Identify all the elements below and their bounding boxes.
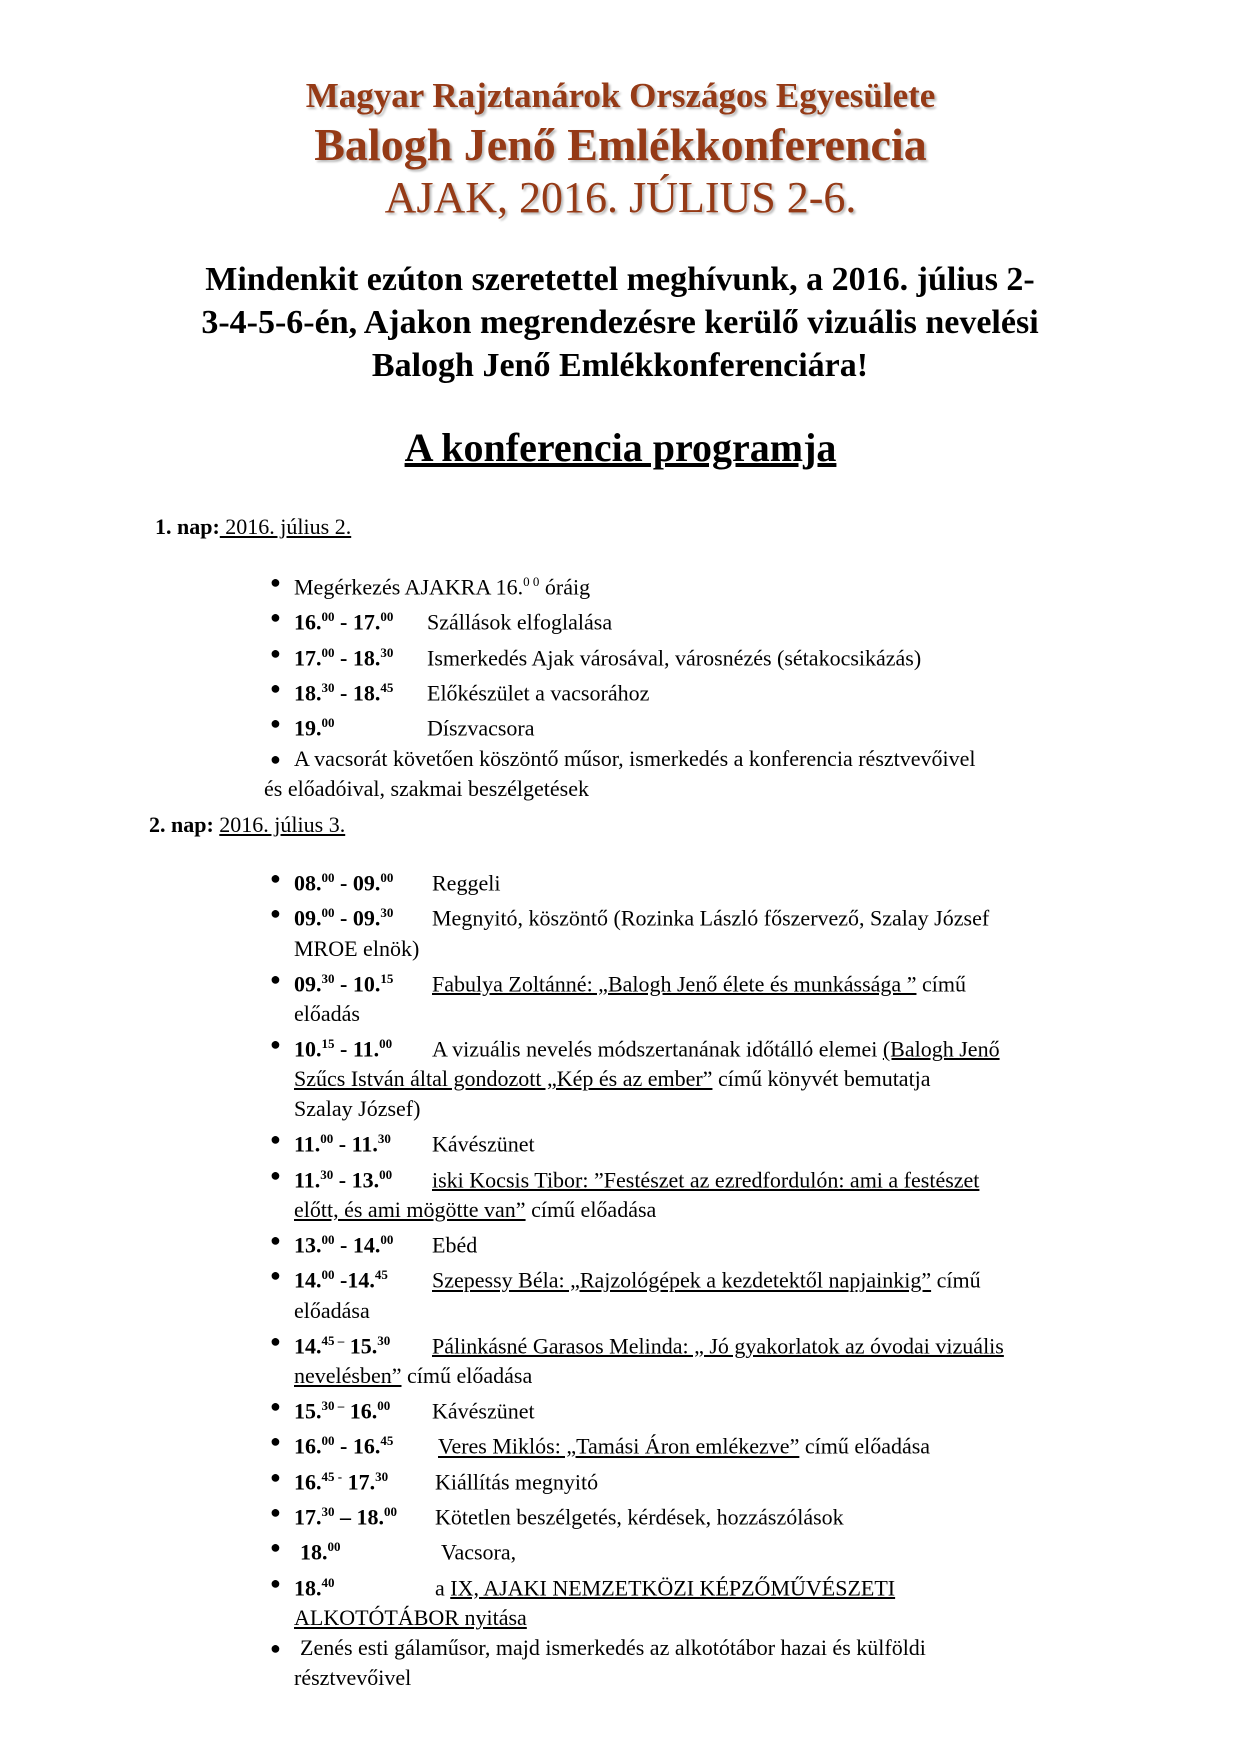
- day1-schedule-list: [264, 567, 1130, 804]
- item-text-continuation: [294, 1361, 1130, 1391]
- time-range: 17.00 - 18.30: [294, 644, 394, 670]
- time-range: 16.00 - 17.00: [294, 609, 394, 635]
- bullet-icon: ●: [270, 1164, 281, 1185]
- item-text-continuation: előadása: [294, 1297, 370, 1323]
- item-text: A vizuális nevelés módszertanának időtálló elemei: [432, 1036, 883, 1062]
- item-text: című: [931, 1267, 981, 1293]
- time-range: 18.30 - 18.45: [294, 679, 394, 706]
- event-title: IX, AJAKI NEMZETKÖZI KÉPZŐMŰVÉSZETI: [450, 1574, 896, 1600]
- bullet-icon: ●: [270, 1330, 281, 1351]
- list-item: [270, 1260, 1130, 1325]
- time-range: 13.00 - 14.00: [294, 1231, 394, 1258]
- time-range: 14.$^{45 -}$ 15.30: [294, 1332, 391, 1358]
- time-range: 16.00 - 16.45: [294, 1433, 394, 1459]
- place-date: AJAK, 2016. JÚLIUS 2-6.: [384, 173, 857, 222]
- list-item: [270, 1462, 1130, 1497]
- item-text-continuation: MROE elnök): [294, 935, 420, 961]
- bullet-icon: ●: [270, 903, 281, 924]
- time-range: 08.00 - 09.00: [294, 870, 394, 896]
- time-range: 09.30 - 10.15: [294, 970, 394, 996]
- day1-label: 1. nap:: [155, 514, 220, 539]
- bullet-icon: ●: [270, 713, 281, 734]
- list-item: [270, 1160, 1130, 1225]
- bullet-icon: ●: [270, 677, 281, 698]
- list-item: [270, 1124, 1130, 1159]
- list-item: [270, 638, 1130, 673]
- conference-title: Balogh Jenő Emlékkonferencia: [314, 119, 927, 170]
- list-item: [270, 1633, 1130, 1693]
- bullet-icon: ●: [270, 968, 281, 989]
- time-range: 18.00: [300, 1539, 341, 1565]
- lecture-title: nevelésben”: [294, 1362, 402, 1388]
- item-text: című könyvét bemutatja: [712, 1066, 931, 1092]
- list-item: [264, 744, 1130, 804]
- list-item: [270, 863, 1130, 898]
- time-range: 16.$^{45 -}$ 17.30: [294, 1468, 389, 1494]
- time-range: 10.15 - 11.00: [294, 1035, 393, 1062]
- bullet-icon: ●: [270, 1395, 281, 1416]
- item-text: Megérkezés AJAKRA 16.: [294, 574, 524, 600]
- time-range: 15.$^{30 -}$ 16.00: [294, 1397, 391, 1424]
- item-text: Szállások elfoglalása: [427, 609, 613, 635]
- item-text: óráig: [539, 574, 591, 600]
- lecture-title: előtt, és ami mögötte van”: [294, 1196, 526, 1222]
- lecture-title: iski Kocsis Tibor: ”Festészet az ezredfordulón: ami a festészet: [432, 1166, 980, 1192]
- time-range: 09.00 - 09.30: [294, 905, 394, 931]
- item-text-continuation: [294, 1064, 1130, 1094]
- time-range: 14.00 -14.45: [294, 1267, 388, 1293]
- item-text-continuation: résztvevőivel: [294, 1664, 412, 1690]
- item-text-continuation: [294, 1195, 1130, 1225]
- lecture-title: (Balogh Jenő: [882, 1036, 1000, 1062]
- invitation-line: Mindenkit ezúton szeretettel meghívunk, a 2016. július 2-: [205, 261, 1035, 298]
- day2-heading: [149, 811, 345, 839]
- item-text-continuation: Szalay József): [294, 1096, 421, 1122]
- invitation-line: 3-4-5-6-én, Ajakon megrendezésre kerülő vizuális nevelési: [201, 304, 1039, 341]
- bullet-icon: ●: [270, 642, 281, 663]
- item-text-continuation: [294, 1603, 1130, 1633]
- list-item: [270, 1426, 1130, 1461]
- item-text: Ismerkedés Ajak városával, városnézés (sétakocsikázás): [427, 644, 922, 670]
- bullet-icon: ●: [270, 868, 281, 888]
- item-text: című: [916, 970, 966, 996]
- bullet-icon: ●: [270, 1501, 281, 1522]
- item-text: Ebéd: [432, 1232, 478, 1258]
- item-text: Kávészünet: [432, 1131, 535, 1157]
- time-range: 11.30 - 13.00: [294, 1166, 393, 1192]
- lecture-title: Szűcs István által gondozott „Kép és az ember”: [294, 1066, 713, 1092]
- event-title: ALKOTÓTÁBOR nyitása: [294, 1604, 527, 1630]
- list-item: [270, 898, 1130, 963]
- invitation-line: Balogh Jenő Emlékkonferenciára!: [371, 347, 869, 384]
- list-item: [270, 1497, 1130, 1532]
- bullet-icon: ●: [270, 1129, 281, 1150]
- time-range: 18.40: [294, 1574, 335, 1600]
- bullet-icon: ●: [270, 1229, 281, 1250]
- bullet-icon: ●: [270, 1265, 281, 1286]
- item-text: Kávészünet: [432, 1398, 535, 1424]
- list-item: [270, 673, 1130, 708]
- item-text: Kötetlen beszélgetés, kérdések, hozzászólások: [435, 1504, 844, 1530]
- item-text: című előadása: [525, 1196, 657, 1222]
- item-text: Díszvacsora: [427, 715, 535, 741]
- organization-name: Magyar Rajztanárok Országos Egyesülete: [305, 76, 936, 115]
- list-item: [270, 567, 1130, 602]
- list-item: [270, 964, 1130, 1029]
- day2-schedule-list: [270, 863, 1130, 1693]
- bullet-icon: ●: [270, 1033, 281, 1054]
- lecture-title: Pálinkásné Garasos Melinda: „ Jó gyakorlatok az óvodai vizuális: [432, 1332, 1004, 1358]
- time-range: 19.00: [294, 715, 335, 741]
- item-text: című előadása: [401, 1362, 533, 1388]
- bullet-icon: ●: [270, 607, 281, 628]
- bullet-icon: ●: [270, 748, 281, 769]
- time-range: 11.00 - 11.30: [294, 1131, 391, 1157]
- item-text: a: [435, 1574, 451, 1600]
- list-item: [270, 1391, 1130, 1426]
- lecture-title: Veres Miklós: „Tamási Áron emlékezve”: [438, 1433, 800, 1459]
- time-range: 17.30 – 18.00: [294, 1503, 397, 1530]
- list-item: [270, 1568, 1130, 1633]
- list-item: [270, 1532, 1130, 1567]
- time-sup: 0 0: [523, 574, 540, 589]
- header: [0, 74, 1241, 224]
- lecture-title: Szepessy Béla: „Rajzológépek a kezdetektől napjainkig”: [432, 1267, 932, 1293]
- item-text: Vacsora,: [441, 1539, 517, 1565]
- list-item: [270, 1029, 1130, 1124]
- list-item: [270, 1326, 1130, 1391]
- day1-date: 2016. július 2.: [219, 514, 352, 539]
- item-text: Kiállítás megnyitó: [435, 1468, 599, 1494]
- day2-date: 2016. július 3.: [219, 812, 346, 837]
- bullet-icon: ●: [270, 572, 281, 592]
- bullet-icon: ●: [270, 1431, 281, 1452]
- day1-heading: [155, 513, 351, 541]
- item-text-continuation: és előadóival, szakmai beszélgetések: [264, 775, 589, 801]
- item-text: A vacsorát követően köszöntő műsor, ismerkedés a konferencia résztvevőivel: [294, 745, 976, 771]
- bullet-icon: ●: [270, 1537, 281, 1558]
- program-title: A konferencia programja: [404, 425, 837, 470]
- bullet-icon: ●: [270, 1466, 281, 1487]
- item-text: Megnyitó, köszöntő (Rozinka László főszervező, Szalay József: [432, 905, 990, 931]
- item-text: című előadása: [799, 1433, 931, 1459]
- item-text: Zenés esti gálaműsor, majd ismerkedés az alkotótábor hazai és külföldi: [300, 1634, 926, 1660]
- invitation-text: [120, 258, 1120, 387]
- list-item: [270, 708, 1130, 743]
- list-item: [270, 602, 1130, 637]
- item-text: Reggeli: [432, 870, 501, 896]
- bullet-icon: ●: [270, 1572, 281, 1593]
- day2-label: 2. nap:: [149, 812, 214, 837]
- item-text: Előkészület a vacsorához: [427, 680, 650, 706]
- item-text-continuation: előadás: [294, 1000, 360, 1026]
- lecture-title: Fabulya Zoltánné: „Balogh Jenő élete és munkássága ”: [432, 970, 917, 996]
- list-item: [270, 1225, 1130, 1260]
- bullet-icon: ●: [270, 1637, 281, 1658]
